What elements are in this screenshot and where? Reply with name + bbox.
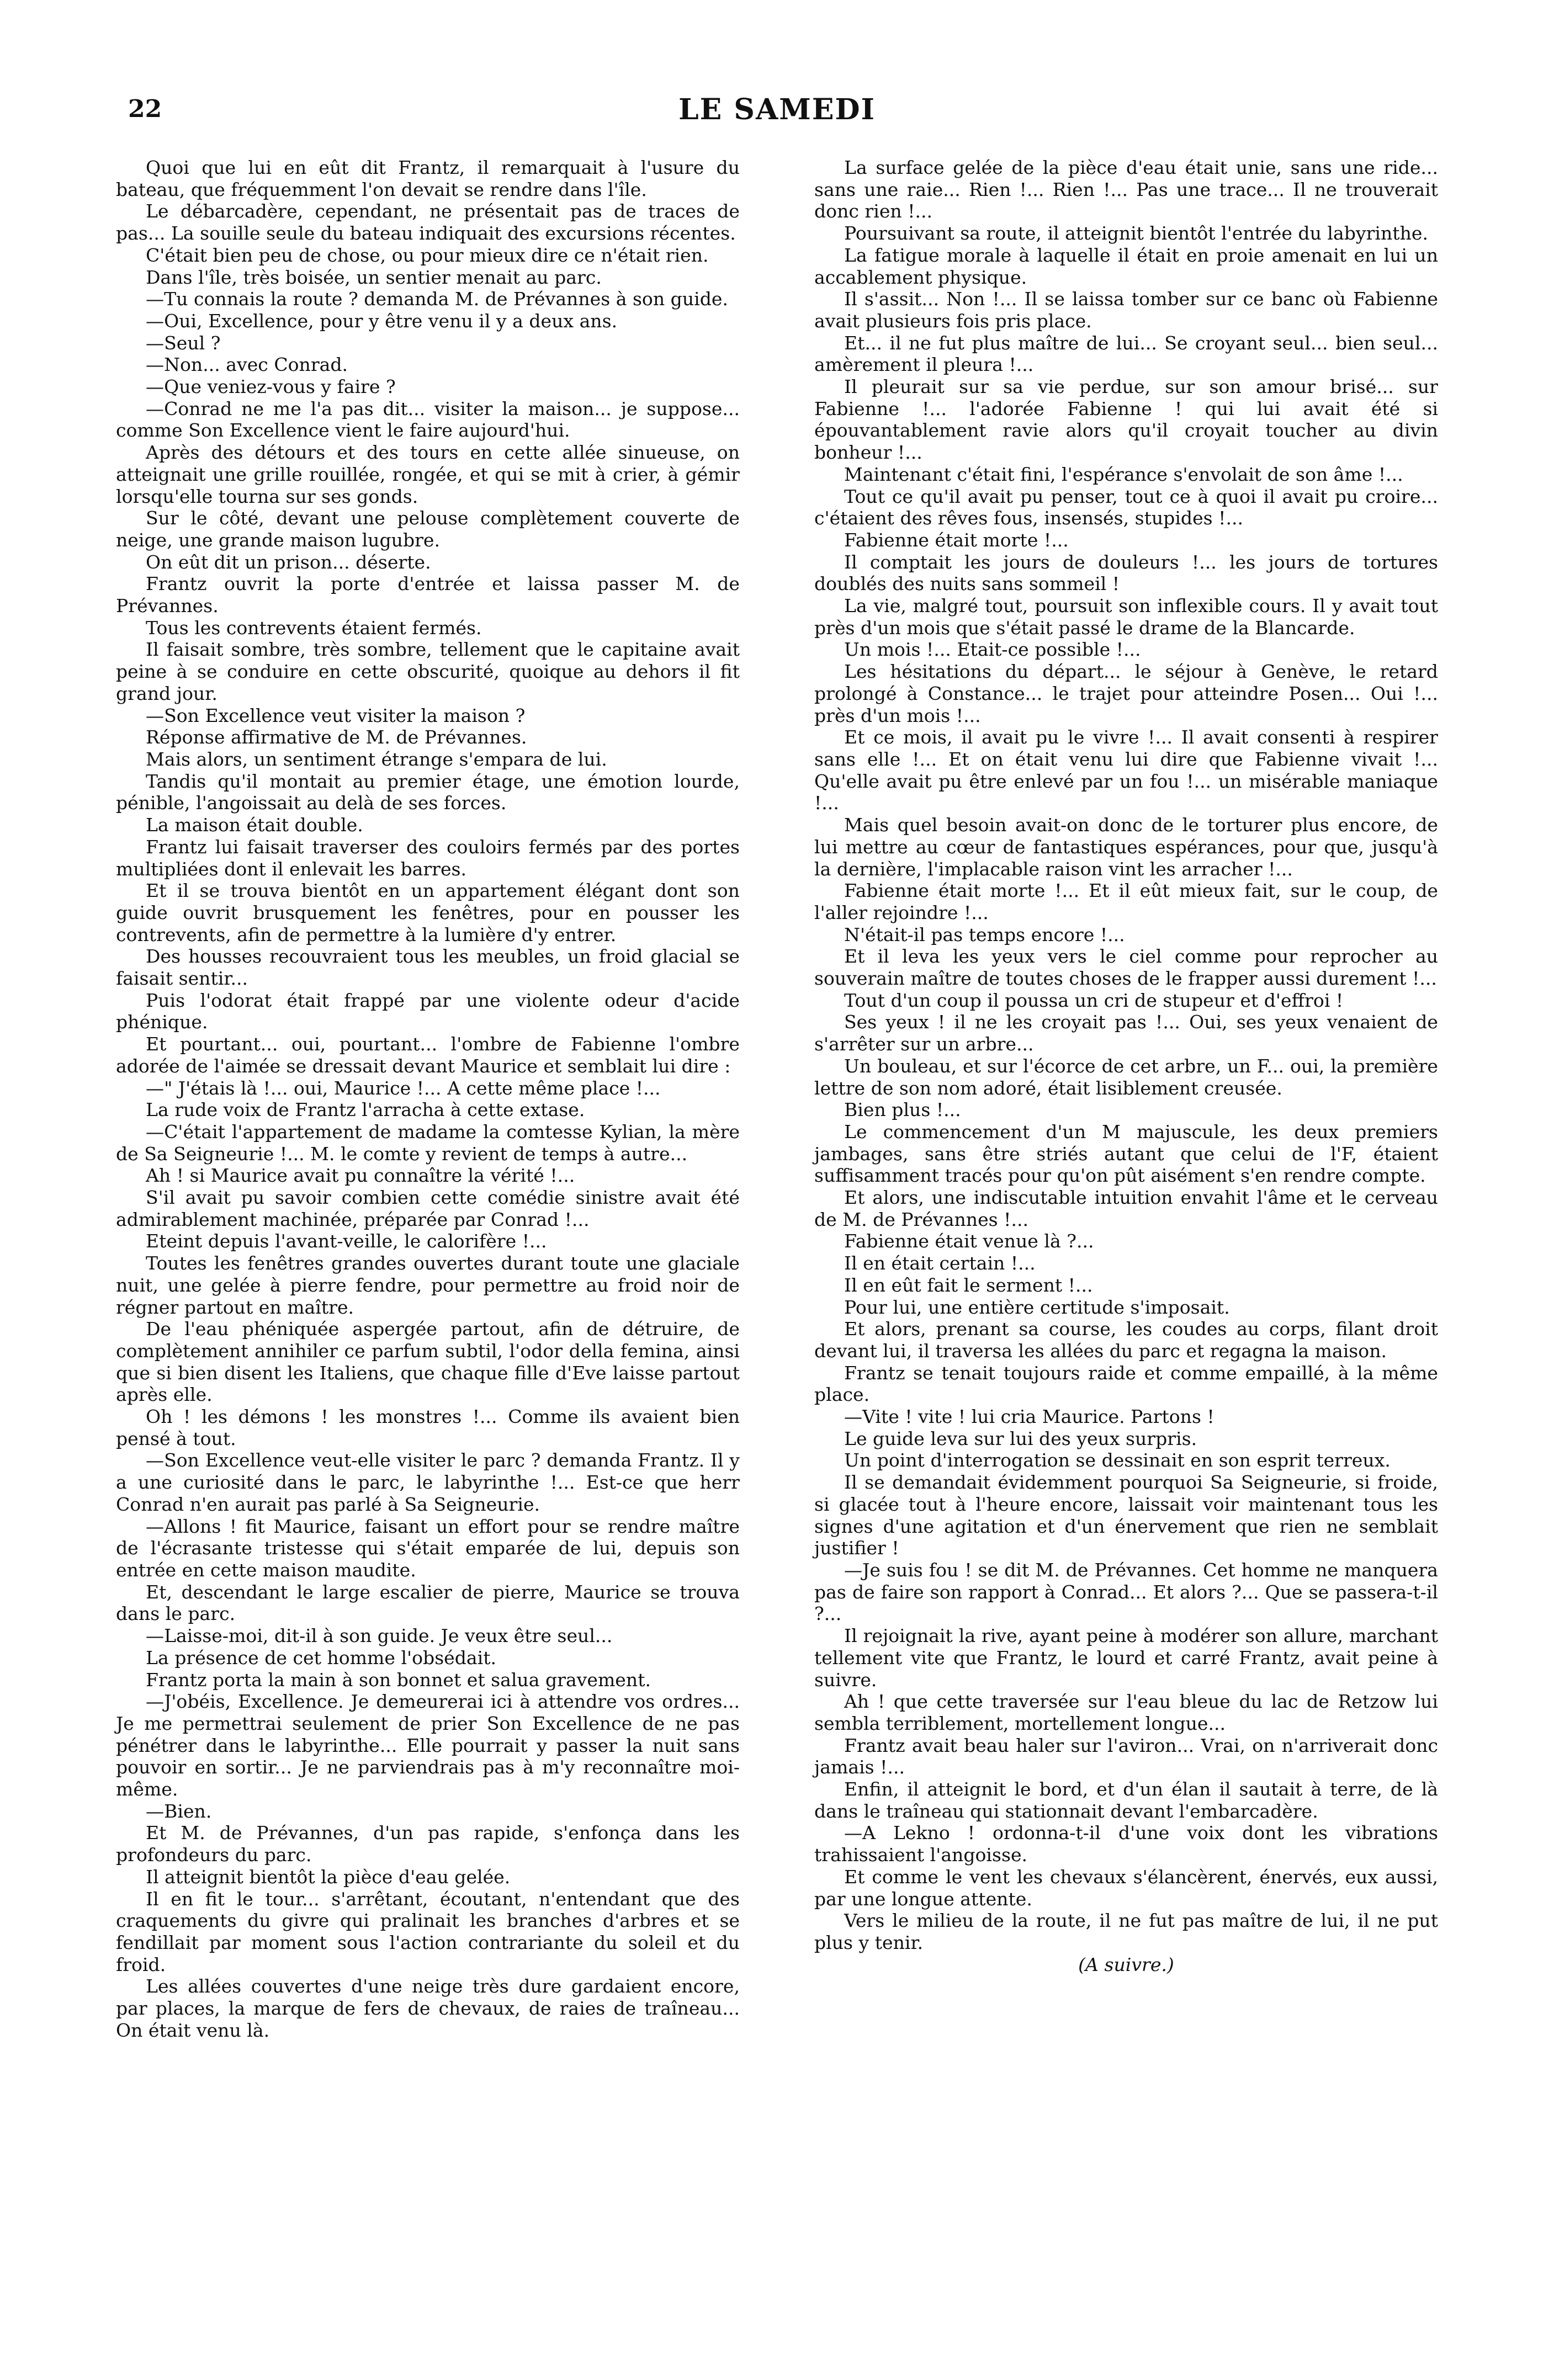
paragraph: Il en fit le tour... s'arrêtant, écoutant, n'entendant que des craquements du givre qui pralinait les branches d'arbres et se fendillait par moment sous l'action contrariante du soleil et du froid. — [116, 1888, 740, 1975]
paragraph: Mais alors, un sentiment étrange s'empara de lui. — [146, 748, 607, 770]
paragraph: Maintenant c'était fini, l'espérance s'envolait de son âme !... — [844, 463, 1403, 485]
paragraph: Des housses recouvraient tous les meubles, un froid glacial se faisait sentir... — [116, 945, 740, 990]
paragraph: La rude voix de Frantz l'arracha à cette extase. — [146, 1099, 585, 1121]
paragraph: Et ce mois, il avait pu le vivre !... Il avait consenti à respirer sans elle !... Et on était venu lui dire que Fabienne vivait !... Qu'elle avait pu être enlevé par un fou !... un misérable maniaque !... — [814, 726, 1438, 814]
paragraph: Et alors, prenant sa course, les coudes au corps, filant droit devant lui, il traversa les allées du parc et regagna la maison. — [814, 1318, 1438, 1362]
paragraph: Et comme le vent les chevaux s'élancèrent, énervés, eux aussi, par une longue attente. — [814, 1866, 1438, 1910]
paragraph: —Bien. — [146, 1800, 212, 1822]
paragraph: La maison était double. — [146, 814, 363, 836]
right-column-body — [814, 157, 1438, 1954]
paragraph: Un mois !... Etait-ce possible !... — [844, 639, 1141, 661]
paragraph: —A Lekno ! ordonna-t-il d'une voix dont les vibrations trahissaient l'angoisse. — [814, 1822, 1438, 1866]
paragraph: S'il avait pu savoir combien cette comédie sinistre avait été admirablement machinée, préparée par Conrad !... — [116, 1187, 740, 1230]
paragraph: —Oui, Excellence, pour y être venu il y a deux ans. — [146, 310, 618, 332]
to-be-continued: (A suivre.) — [1078, 1953, 1174, 1975]
right-column — [814, 157, 1438, 1975]
page-number: 22 — [128, 95, 162, 123]
paragraph: Et alors, une indiscutable intuition envahit l'âme et le cerveau de M. de Prévannes !... — [814, 1187, 1438, 1230]
paragraph: Et il leva les yeux vers le ciel comme pour reprocher au souverain maître de toutes choses de le frapper aussi durement !... — [814, 945, 1438, 990]
paragraph: Frantz lui faisait traverser des couloirs fermés par des portes multipliées dont il enlevait les barres. — [116, 836, 740, 880]
paragraph: —Vite ! vite ! lui cria Maurice. Partons ! — [844, 1406, 1214, 1428]
paragraph: Poursuivant sa route, il atteignit bientôt l'entrée du labyrinthe. — [844, 222, 1428, 245]
paragraph: —Laisse-moi, dit-il à son guide. Je veux être seul... — [146, 1625, 613, 1647]
paragraph: Et, descendant le large escalier de pierre, Maurice se trouva dans le parc. — [116, 1581, 740, 1625]
paragraph: La présence de cet homme l'obsédait. — [146, 1646, 497, 1669]
paragraph: Dans l'île, très boisée, un sentier menait au parc. — [146, 266, 602, 288]
paragraph: Puis l'odorat était frappé par une violente odeur d'acide phénique. — [116, 989, 740, 1033]
paragraph: La vie, malgré tout, poursuit son inflexible cours. Il y avait tout près d'un mois que s'était passé le drame de la Blancarde. — [814, 595, 1438, 639]
paragraph: —Son Excellence veut-elle visiter le parc ? demanda Frantz. Il y a une curiosité dans le parc, le labyrinthe !... Est-ce que herr Conrad n'en aurait pas parlé à Sa Seigneurie. — [116, 1449, 740, 1515]
paragraph: Les hésitations du départ... le séjour à Genève, le retard prolongé à Constance... le trajet pour atteindre Posen... Oui !... près d'un mois !... — [814, 661, 1438, 726]
paragraph: Eteint depuis l'avant-veille, le calorifère !... — [146, 1230, 547, 1252]
paragraph: Ah ! si Maurice avait pu connaître la vérité !... — [146, 1165, 575, 1187]
paragraph: Le débarcadère, cependant, ne présentait pas de traces de pas... La souille seule du bateau indiquait des excursions récentes. — [116, 200, 740, 245]
paragraph: Toutes les fenêtres grandes ouvertes durant toute une glaciale nuit, une gelée à pierre fendre, pour permettre au froid noir de régner partout en maître. — [116, 1252, 740, 1318]
paragraph: Les allées couvertes d'une neige très dure gardaient encore, par places, la marque de fers de chevaux, de raies de traîneau... On était venu là. — [116, 1975, 740, 2041]
paragraph: Bien plus !... — [844, 1099, 961, 1121]
paragraph: —Allons ! fit Maurice, faisant un effort pour se rendre maître de l'écrasante tristesse qui s'était emparée de lui, depuis son entrée en cette maison maudite. — [116, 1515, 740, 1581]
paragraph: Frantz ouvrit la porte d'entrée et laissa passer M. de Prévannes. — [116, 573, 740, 617]
paragraph: Ses yeux ! il ne les croyait pas !... Oui, ses yeux venaient de s'arrêter sur un arbre... — [814, 1011, 1438, 1055]
paragraph: Et M. de Prévannes, d'un pas rapide, s'enfonça dans les profondeurs du parc. — [116, 1822, 740, 1866]
paragraph: Frantz se tenait toujours raide et comme empaillé, à la même place. — [814, 1362, 1438, 1406]
paragraph: Tout d'un coup il poussa un cri de stupeur et d'effroi ! — [844, 989, 1344, 1011]
running-head: LE SAMEDI — [678, 93, 876, 126]
paragraph: Il comptait les jours de douleurs !... les jours de tortures doublés des nuits sans sommeil ! — [814, 551, 1438, 595]
paragraph: Réponse affirmative de M. de Prévannes. — [146, 726, 527, 748]
paragraph: La fatigue morale à laquelle il était en proie amenait en lui un accablement physique. — [814, 244, 1438, 288]
paragraph: —Que veniez-vous y faire ? — [146, 376, 396, 398]
paragraph: —Je suis fou ! se dit M. de Prévannes. Cet homme ne manquera pas de faire son rapport à Conrad... Et alors ?... Que se passera-t-il ?... — [814, 1559, 1438, 1625]
paragraph: Pour lui, une entière certitude s'imposait. — [844, 1296, 1230, 1318]
paragraph: De l'eau phéniquée aspergée partout, afin de détruire, de complètement annihiler ce parfum subtil, l'odor della femina, ainsi que si bien disent les Italiens, que chaque fille d'Eve laisse partout après elle. — [116, 1318, 740, 1406]
paragraph: Il rejoignait la rive, ayant peine à modérer son allure, marchant tellement vite que Frantz, le lourd et carré Frantz, avait peine à suivre. — [814, 1625, 1438, 1691]
paragraph: On eût dit un prison... déserte. — [146, 551, 431, 573]
paragraph: Et il se trouva bientôt en un appartement élégant dont son guide ouvrit brusquement les fenêtres, pour en pousser les contrevents, afin de permettre à la lumière d'y entrer. — [116, 880, 740, 945]
paragraph: N'était-il pas temps encore !... — [844, 923, 1125, 945]
paragraph: —Son Excellence veut visiter la maison ? — [146, 704, 526, 726]
paragraph: C'était bien peu de chose, ou pour mieux dire ce n'était rien. — [146, 244, 709, 266]
paragraph: Fabienne était morte !... — [844, 529, 1069, 551]
paragraph: —Seul ? — [146, 332, 221, 354]
paragraph: Quoi que lui en eût dit Frantz, il remarquait à l'usure du bateau, que fréquemment l'on devait se rendre dans l'île. — [116, 157, 740, 200]
paragraph: Il en était certain !... — [844, 1252, 1036, 1274]
paragraph: Fabienne était venue là ?... — [844, 1230, 1094, 1252]
paragraph: —Tu connais la route ? demanda M. de Prévannes à son guide. — [146, 288, 728, 310]
paragraph: Il faisait sombre, très sombre, tellement que le capitaine avait peine à se conduire en cette obscurité, quoique au dehors il fit grand jour. — [116, 639, 740, 704]
paragraph: Tout ce qu'il avait pu penser, tout ce à quoi il avait pu croire... c'étaient des rêves fous, insensés, stupides !... — [814, 485, 1438, 529]
paragraph: Il pleurait sur sa vie perdue, sur son amour brisé... sur Fabienne !... l'adorée Fabienne ! qui lui avait été si épouvantablement ravie alors qu'il croyait toucher au divin bonheur !... — [814, 376, 1438, 464]
paragraph: Il s'assit... Non !... Il se laissa tomber sur ce banc où Fabienne avait plusieurs fois pris place. — [814, 288, 1438, 332]
paragraph: Ah ! que cette traversée sur l'eau bleue du lac de Retzow lui sembla terriblement, mortellement longue... — [814, 1691, 1438, 1734]
paragraph: Il en eût fait le serment !... — [844, 1274, 1093, 1296]
paragraph: Sur le côté, devant une pelouse complètement couverte de neige, une grande maison lugubre. — [116, 507, 740, 551]
paragraph: Un point d'interrogation se dessinait en son esprit terreux. — [844, 1449, 1391, 1471]
paragraph: Et... il ne fut plus maître de lui... Se croyant seul... bien seul... amèrement il pleura !... — [814, 332, 1438, 376]
paragraph: Tous les contrevents étaient fermés. — [146, 617, 482, 639]
left-column — [116, 157, 740, 2041]
paragraph: Frantz avait beau haler sur l'aviron... Vrai, on n'arriverait donc jamais !... — [814, 1734, 1438, 1778]
paragraph: Frantz porta la main à son bonnet et salua gravement. — [146, 1669, 651, 1691]
paragraph: —Non... avec Conrad. — [146, 354, 348, 376]
paragraph: Il se demandait évidemment pourquoi Sa Seigneurie, si froide, si glacée tout à l'heure encore, laissait voir maintenant tous les signes d'une agitation et d'un énervement que rien ne semblait justifier ! — [814, 1471, 1438, 1559]
paragraph: Un bouleau, et sur l'écorce de cet arbre, un F... oui, la première lettre de son nom adoré, était lisiblement creusée. — [814, 1055, 1438, 1099]
paragraph: Mais quel besoin avait-on donc de le torturer plus encore, de lui mettre au cœur de fantastiques espérances, pour que, jusqu'à la dernière, l'implacable raison vint les arracher !... — [814, 814, 1438, 880]
paragraph: Oh ! les démons ! les monstres !... Comme ils avaient bien pensé à tout. — [116, 1406, 740, 1449]
paragraph: La surface gelée de la pièce d'eau était unie, sans une ride... sans une raie... Rien !... Rien !... Pas une trace... Il ne trouverait donc rien !... — [814, 157, 1438, 222]
paragraph: Le guide leva sur lui des yeux surpris. — [844, 1427, 1197, 1449]
paragraph: Il atteignit bientôt la pièce d'eau gelée. — [146, 1866, 511, 1888]
paragraph: Et pourtant... oui, pourtant... l'ombre de Fabienne l'ombre adorée de l'aimée se dressait devant Maurice et semblait lui dire : — [116, 1033, 740, 1077]
paragraph: —J'obéis, Excellence. Je demeurerai ici à attendre vos ordres... Je me permettrai seulement de prier Son Excellence de ne pas pénétrer dans le labyrinthe... Elle pourrait y passer la nuit sans pouvoir en sortir... Je ne parviendrais pas à m'y reconnaître moi-même. — [116, 1691, 740, 1800]
paragraph: —" J'étais là !... oui, Maurice !... A cette même place !... — [146, 1077, 661, 1099]
paragraph: —C'était l'appartement de madame la comtesse Kylian, la mère de Sa Seigneurie !... M. le comte y revient de temps à autre... — [116, 1120, 740, 1165]
paragraph: —Conrad ne me l'a pas dit... visiter la maison... je suppose... comme Son Excellence vient le faire aujourd'hui. — [116, 397, 740, 442]
paragraph: Enfin, il atteignit le bord, et d'un élan il sautait à terre, de là dans le traîneau qui stationnait devant l'embarcadère. — [814, 1778, 1438, 1822]
paragraph: Après des détours et des tours en cette allée sinueuse, on atteignait une grille rouillée, rongée, et qui se mit à crier, à gémir lorsqu'elle tourna sur ses gonds. — [116, 442, 740, 507]
paragraph: Le commencement d'un M majuscule, les deux premiers jambages, sans être striés autant que celui de l'F, étaient suffisamment tracés pour qu'on pût aisément s'en rendre compte. — [814, 1120, 1438, 1187]
paragraph: Vers le milieu de la route, il ne fut pas maître de lui, il ne put plus y tenir. — [814, 1910, 1438, 1953]
paragraph: Tandis qu'il montait au premier étage, une émotion lourde, pénible, l'angoissait au delà de ses forces. — [116, 770, 740, 814]
paragraph: Fabienne était morte !... Et il eût mieux fait, sur le coup, de l'aller rejoindre !... — [814, 880, 1438, 923]
